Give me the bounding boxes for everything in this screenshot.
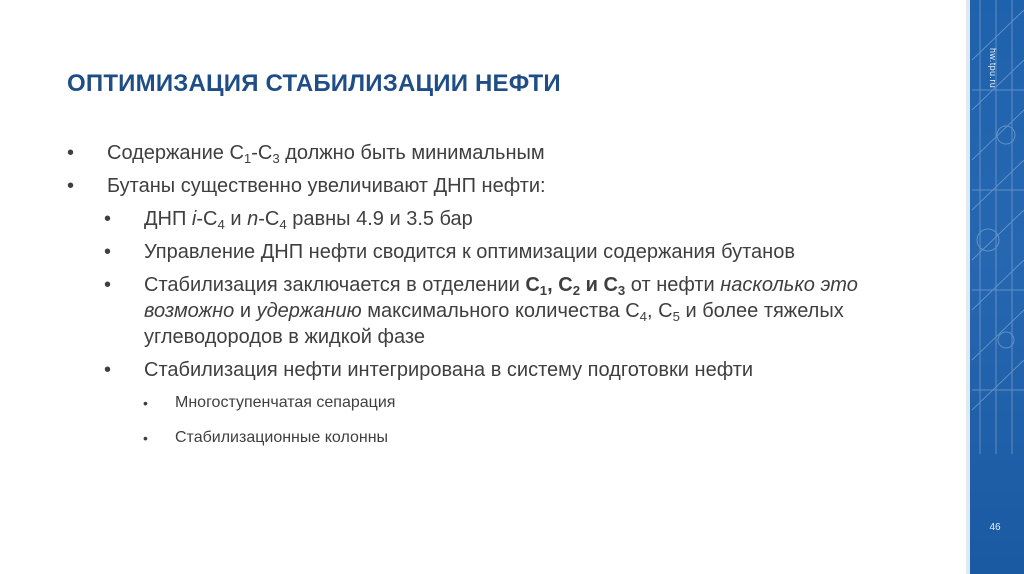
bullet-item-stabilization-columns: [67, 425, 947, 451]
bullet-text: ДНП $i-C_4$ и $n-C_4$ равны 4.9 и 3.5 бар: [144, 208, 473, 232]
bullet-marker: •: [67, 142, 75, 164]
bullet-text: Многоступенчатая сепарация: [175, 394, 396, 411]
bullet-item-rvp-values: [67, 206, 947, 232]
bullet-text: Бутаны существенно увеличивают ДНП нефти:: [107, 175, 546, 197]
bullet-text: Стабилизация заключается в отделении $C_1$, $C_2$ и $C_3$ от нефти насколько это возможно и удержанию максимального количества $C_4$, $C_5$ и более тяжелых углеводородов в жидкой фазе: [144, 274, 858, 348]
bullet-text: Содержание $C_1-C_3$ должно быть минимальным: [107, 142, 545, 166]
bullet-text: Стабилизационные колонны: [175, 429, 389, 446]
bullet-marker: •: [143, 430, 148, 446]
bullet-marker: •: [104, 359, 112, 381]
bullet-marker: •: [143, 395, 148, 411]
bullet-list: [67, 140, 947, 460]
side-panel: [966, 0, 1024, 574]
bullet-item-stabilization-definition: [67, 272, 947, 350]
bullet-item-c1-c3: [67, 140, 947, 166]
bullet-marker: •: [104, 274, 112, 296]
bullet-item-integration: [67, 357, 947, 383]
slide-title: ОПТИМИЗАЦИЯ СТАБИЛИЗАЦИИ НЕФТИ: [67, 70, 561, 97]
bullet-item-multistage-separation: [67, 390, 947, 416]
bullet-marker: •: [67, 175, 75, 197]
bullet-text: Стабилизация нефти интегрирована в систему подготовки нефти: [144, 359, 754, 381]
bullet-item-rvp-control: [67, 239, 947, 265]
bullet-item-butanes: [67, 173, 947, 199]
page-number: 46: [989, 522, 1001, 533]
bullet-marker: •: [104, 241, 112, 263]
site-url: hw.tpu.ru: [988, 48, 998, 89]
bullet-marker: •: [104, 208, 112, 230]
bullet-text: Управление ДНП нефти сводится к оптимизации содержания бутанов: [144, 241, 795, 263]
